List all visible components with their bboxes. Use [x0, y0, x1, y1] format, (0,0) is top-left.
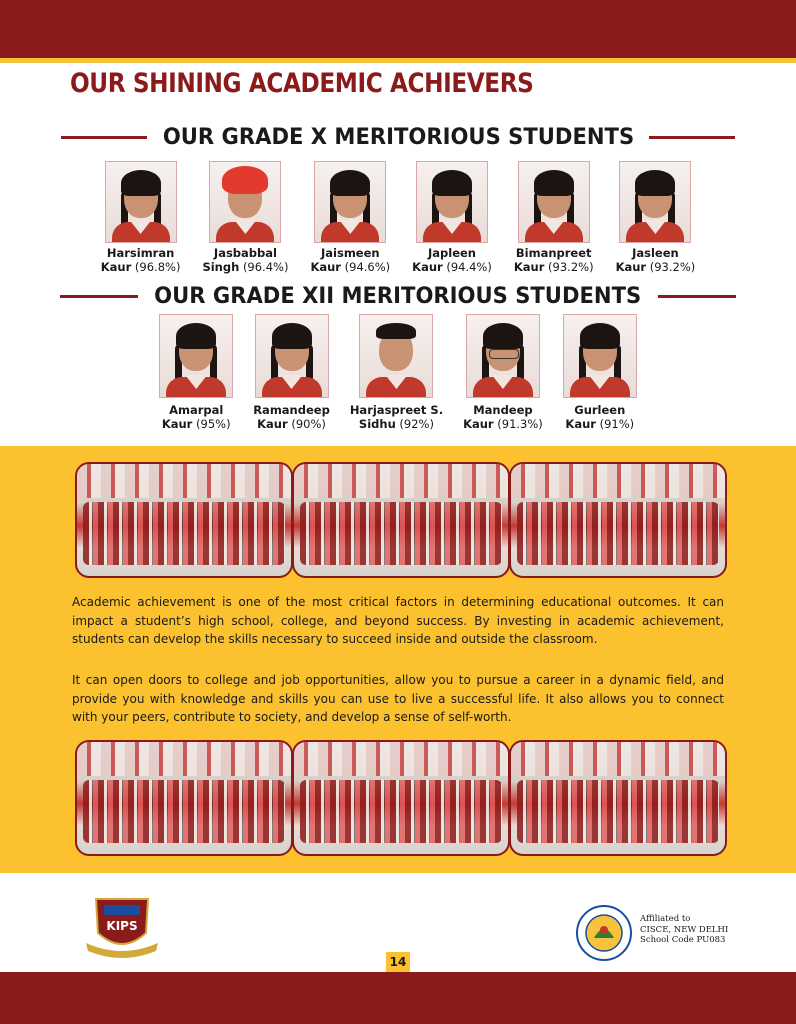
- group-photo: [292, 740, 510, 856]
- page-number: 14: [386, 952, 410, 972]
- student-name: Jaismeen Kaur (94.6%): [310, 246, 391, 274]
- page-title: OUR SHINING ACADEMIC ACHIEVERS: [70, 68, 534, 99]
- group-photo: [75, 462, 293, 578]
- heading-rule-right: [649, 136, 735, 139]
- student-name: Gurleen Kaur (91%): [565, 403, 635, 431]
- student-card: [412, 161, 492, 274]
- student-card: [310, 161, 390, 274]
- student-card: [101, 161, 181, 274]
- top-banner: [0, 0, 796, 58]
- student-photo: [159, 314, 233, 398]
- student-name: Ramandeep Kaur (90%): [253, 403, 330, 431]
- student-card: [616, 161, 696, 274]
- student-photo: [416, 161, 488, 243]
- grade-x-students: [0, 161, 796, 274]
- student-photo: [563, 314, 637, 398]
- group-photo: [292, 462, 510, 578]
- affiliation-line: School Code PU083: [640, 935, 726, 945]
- affiliation-line: CISCE, NEW DELHI: [640, 924, 729, 935]
- affiliation-line: Affiliated to: [640, 914, 691, 924]
- affiliation-text: [640, 914, 728, 946]
- kips-logo-text: KIPS: [106, 919, 138, 933]
- student-name: Harjaspreet S. Sidhu (92%): [349, 403, 444, 431]
- grade-xii-heading-text: OUR GRADE XII MERITORIOUS STUDENTS: [154, 284, 642, 309]
- student-photo: [619, 161, 691, 243]
- paragraph-1: Academic achievement is one of the most critical factors in determining educational outcomes. It can impact a student’s high school, college, and beyond success. By investing in academic achievement, students can develop the skills necessary to succeed inside and outside the classroom.: [72, 595, 724, 646]
- grade-x-heading: [0, 125, 796, 150]
- student-name: Mandeep Kaur (91.3%): [463, 403, 543, 431]
- top-stripe: [0, 58, 796, 63]
- bottom-banner: [0, 972, 796, 1024]
- student-photo: [314, 161, 386, 243]
- student-name: Harsimran Kaur (96.8%): [100, 246, 181, 274]
- heading-rule-left: [60, 295, 138, 298]
- student-name: Jasleen Kaur (93.2%): [615, 246, 696, 274]
- student-card: [563, 314, 637, 431]
- heading-rule-right: [658, 295, 736, 298]
- grade-x-heading-text: OUR GRADE X MERITORIOUS STUDENTS: [162, 125, 634, 150]
- student-card: [253, 314, 330, 431]
- student-card: [514, 161, 594, 274]
- student-photo: [105, 161, 177, 243]
- group-photo: [75, 740, 293, 856]
- student-card: [159, 314, 233, 431]
- student-photo: [359, 314, 433, 398]
- student-name: Jasbabbal Singh (96.4%): [202, 246, 289, 274]
- student-photo: [209, 161, 281, 243]
- group-photo: [509, 462, 727, 578]
- student-photo: [466, 314, 540, 398]
- grade-xii-heading: [0, 284, 796, 309]
- kips-logo: [82, 893, 162, 963]
- student-photo: [518, 161, 590, 243]
- student-card: [202, 161, 288, 274]
- student-photo: [255, 314, 329, 398]
- student-name: Bimanpreet Kaur (93.2%): [513, 246, 594, 274]
- cisce-seal: [575, 904, 633, 962]
- paragraph-2: It can open doors to college and job opportunities, allow you to pursue a career in a dynamic field, and provide you with knowledge and skills you can use to live a successful life. It also allows you to connect with your peers, contribute to society, and develop a sense of self-worth.: [72, 673, 724, 724]
- student-name: Japleen Kaur (94.4%): [412, 246, 492, 274]
- student-card: [350, 314, 443, 431]
- student-name: Amarpal Kaur (95%): [161, 403, 231, 431]
- heading-rule-left: [61, 136, 147, 139]
- grade-xii-students: [0, 314, 796, 431]
- student-card: [463, 314, 543, 431]
- group-photo: [509, 740, 727, 856]
